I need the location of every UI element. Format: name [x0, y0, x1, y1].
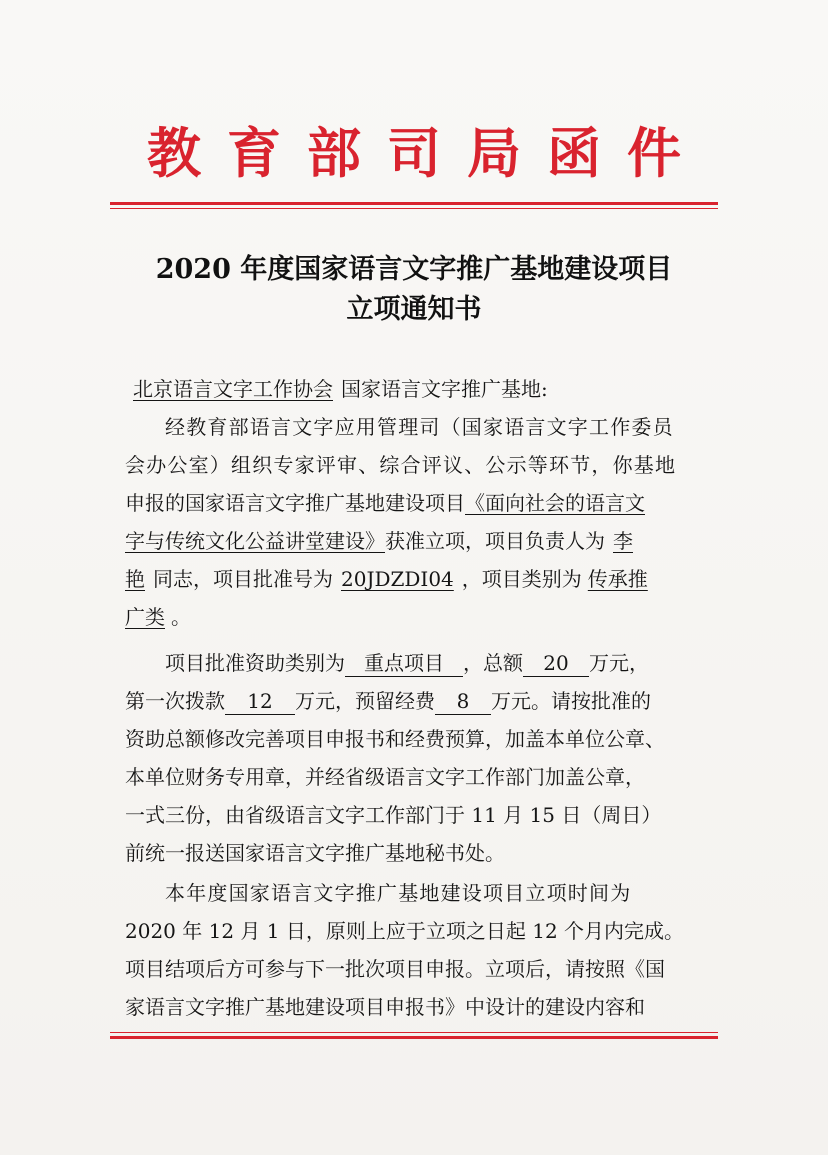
para1-line5-text: 同志，项目批准号为 [153, 567, 333, 591]
para2-line1-unit: 万元， [589, 651, 649, 675]
para2-line2 [125, 684, 715, 718]
letterhead-rule-thick [110, 202, 718, 205]
para1-line4 [125, 524, 715, 558]
para2-line4: 本单位财务专用章，并经省级语言文字工作部门加盖公章， [125, 765, 645, 789]
para1-line4-text: 获准立项，项目负责人为 [385, 529, 605, 553]
para1-line6-end: 。 [171, 605, 191, 629]
para1-line2: 会办公室）组织专家评审、综合评议、公示等环节，你基地 [125, 453, 677, 477]
funding-total: 20 [523, 650, 589, 677]
recipient-name: 北京语言文字工作协会 [133, 377, 333, 401]
para1-line3 [125, 486, 715, 520]
para2-line2-post: 万元。请按批准的 [491, 689, 651, 713]
para1-line1: 经教育部语言文字应用管理司（国家语言文字工作委员 [165, 415, 674, 439]
footer-rule-thin [110, 1032, 718, 1033]
para3-line2: 2020 年 12 月 1 日，原则上应于立项之日起 12 个月内完成。 [125, 919, 685, 943]
para2-line2-mid: 万元，预留经费 [295, 689, 435, 713]
funding-type: 重点项目 [345, 650, 463, 677]
para2-line3: 资助总额修改完善项目申报书和经费预算，加盖本单位公章、 [125, 727, 665, 751]
letterhead-title: 教育部司局函件 [147, 121, 707, 185]
salutation [125, 372, 715, 406]
project-leader-part1: 李 [613, 529, 633, 553]
para2-line1 [165, 646, 715, 680]
project-name-part2: 字与传统文化公益讲堂建设》 [125, 529, 385, 553]
recipient-suffix: 国家语言文字推广基地: [341, 377, 548, 401]
document-title-line2: 立项通知书 [346, 294, 482, 325]
para2-line1-mid: ，总额 [463, 651, 523, 675]
para2-line6: 前统一报送国家语言文字推广基地秘书处。 [125, 841, 505, 865]
para1-line5 [125, 562, 715, 596]
para2-line2-text: 第一次拨款 [125, 689, 225, 713]
first-payment: 12 [225, 688, 295, 715]
footer-rule-thick [110, 1036, 718, 1039]
para1-line5-text2: ，项目类别为 [461, 567, 582, 591]
project-name-part1: 《面向社会的语言文 [465, 491, 645, 515]
para3-line3: 项目结项后方可参与下一批次项目申报。立项后，请按照《国 [125, 957, 665, 981]
para2-line1-text: 项目批准资助类别为 [165, 651, 345, 675]
project-category-part1: 传承推 [587, 567, 648, 591]
project-leader-part2: 艳 [125, 567, 145, 591]
para3-line4: 家语言文字推广基地建设项目申报书》中设计的建设内容和 [125, 995, 645, 1019]
para3-line1: 本年度国家语言文字推广基地建设项目立项时间为 [165, 881, 632, 905]
project-category-part2: 广类 [125, 605, 165, 629]
para1-line3-text: 申报的国家语言文字推广基地建设项目 [125, 491, 465, 515]
reserve-fund: 8 [435, 688, 491, 715]
para2-line5: 一式三份，由省级语言文字工作部门于 11 月 15 日（周日） [125, 803, 662, 827]
para1-line6 [125, 600, 715, 634]
project-approval-number: 20JDZDI04 [341, 567, 454, 591]
document-title-line1: 2020 年度国家语言文字推广基地建设项目 [155, 254, 673, 285]
letterhead-rule-thin [110, 208, 718, 209]
